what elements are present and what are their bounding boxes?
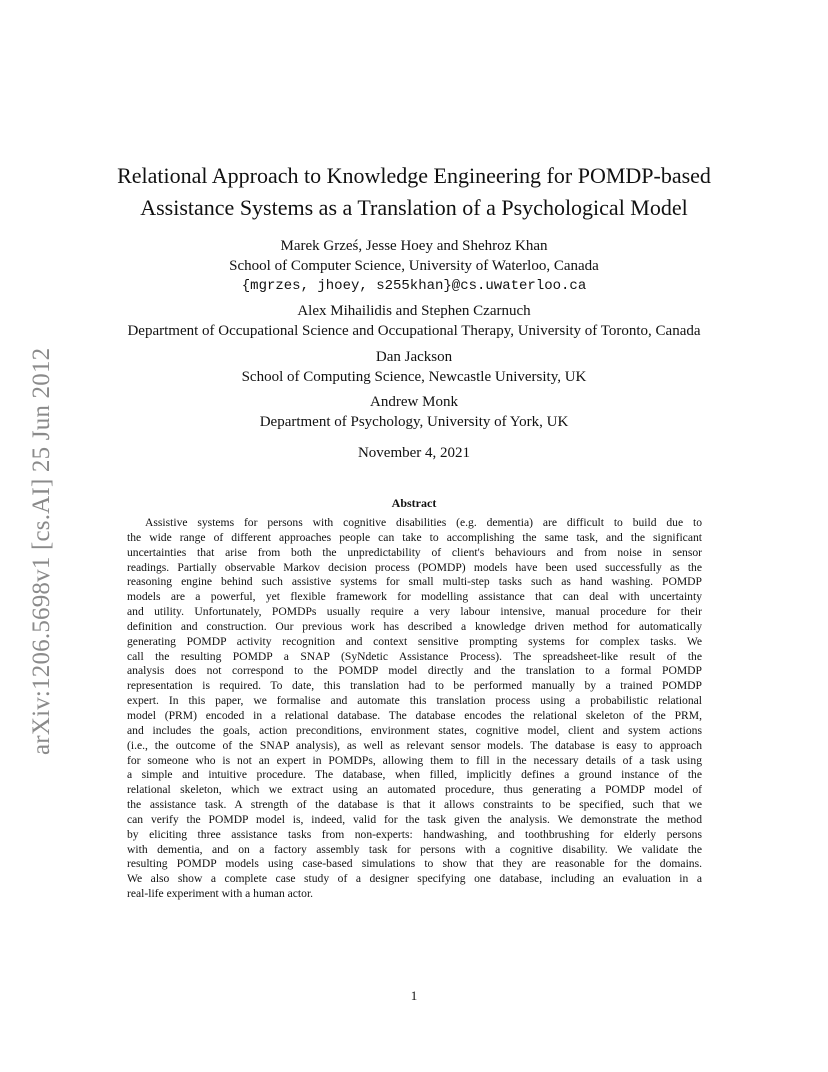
title-line: Assistance Systems as a Translation of a Psychological Model: [140, 195, 688, 220]
author-affiliation: Department of Psychology, University of York, UK: [259, 414, 569, 430]
abstract-line: uncertainties that arise from both the unpredictability of client's behaviours and from noise in sensor: [127, 545, 702, 559]
author-names: Marek Grześ, Jesse Hoey and Shehroz Khan: [280, 238, 548, 254]
title-line: Relational Approach to Knowledge Engineering for POMDP-based: [117, 163, 711, 188]
abstract-line: reasoning engine behind such assistive systems for small multi-step tasks such as hand washing. POMDP: [127, 575, 702, 589]
author-group-toronto: [60, 301, 768, 341]
author-group-waterloo: [60, 236, 768, 296]
abstract-line: can verify the POMDP model is, indeed, valid for the task given the analysis. We demonstrate the method: [127, 812, 702, 826]
author-names: Andrew Monk: [370, 394, 458, 410]
abstract-line: models are a powerful, yet flexible framework for modelling assistance that can deal with uncertainty: [127, 590, 702, 604]
author-names: Alex Mihailidis and Stephen Czarnuch: [297, 303, 531, 319]
abstract-line: relational skeleton, which we extract using an automated procedure, thus generating a POMDP model of: [127, 783, 702, 797]
abstract-line: generating POMDP activity recognition and context sensitive prompting systems for complex tasks. We: [127, 634, 702, 648]
paper-date: November 4, 2021: [357, 445, 471, 461]
abstract-line: representation is required. To date, this translation had to be performed manually by a trained POMDP: [127, 679, 702, 693]
author-email: {mgrzes, jhoey, s255khan}@cs.uwaterloo.ca: [241, 278, 587, 294]
abstract-line: with dementia, and on a factory assembly task for persons with a cognitive disability. We validate the: [127, 842, 702, 856]
abstract-line: resulting POMDP models using case-based simulations to show that they are reasonable for the domains.: [127, 857, 702, 871]
abstract-line: We also show a complete case study of a designer specifying one database, including an evaluation in a: [127, 872, 702, 886]
abstract-line: Assistive systems for persons with cognitive disabilities (e.g. dementia) are difficult to build due to: [145, 516, 702, 529]
author-group-york: [60, 392, 768, 432]
abstract-line: real-life experiment with a human actor.: [127, 887, 314, 901]
abstract-line: call the resulting POMDP a SNAP (SyNdetic Assistance Process). The spreadsheet-like result of the: [127, 649, 702, 663]
abstract-line: definition and construction. Our previous work has described a knowledge driven method for automatically: [127, 619, 702, 633]
abstract-line: analysis does not correspond to the POMDP model directly and the translation to a formal POMDP: [127, 664, 702, 678]
abstract-line: for someone who is not an expert in POMDPs, allowing them to fill in the necessary details of a task using: [127, 753, 702, 767]
abstract-heading: Abstract: [391, 496, 437, 510]
author-names: Dan Jackson: [375, 349, 453, 365]
abstract-line: expert. In this paper, we formalise and automate this translation process using a probabilistic relational: [127, 694, 702, 708]
abstract-line: model (PRM) encoded in a relational database. The database encodes the relational skeleton of the PRM,: [127, 708, 702, 722]
abstract-line: readings. Partially observable Markov decision process (POMDP) models have been used successfully as the: [127, 560, 702, 574]
arxiv-identifier-stamp: [28, 303, 55, 755]
abstract-line: the wide range of different approaches people can take to accomplishing the same task, and the significant: [127, 530, 702, 544]
arxiv-identifier-text: arXiv:1206.5698v1 [cs.AI] 25 Jun 2012: [28, 347, 55, 755]
abstract-line: the assistance task. A strength of the database is that it allows constraints to be specified, such that we: [127, 798, 702, 812]
abstract-line: (i.e., the outcome of the SNAP analysis), as well as relevant sensor models. The database is easy to approach: [127, 738, 702, 752]
paper-title: [60, 160, 768, 224]
author-affiliation: School of Computer Science, University of Waterloo, Canada: [229, 258, 599, 274]
abstract-line: and includes the goals, action preconditions, environment states, cognitive model, client and system actions: [127, 723, 702, 737]
abstract-line: a simple and intuitive procedure. The database, when filled, implicitly defines a ground instance of the: [127, 768, 702, 782]
page-number: 1: [410, 988, 418, 1003]
abstract-line: by eliciting three assistance tasks from non-experts: handwashing, and toothbrushing for elderly persons: [127, 827, 702, 841]
author-affiliation: School of Computing Science, Newcastle University, UK: [241, 369, 587, 385]
abstract-body: [127, 516, 702, 902]
author-affiliation: Department of Occupational Science and Occupational Therapy, University of Toronto, Canada: [127, 323, 701, 339]
author-group-newcastle: [60, 347, 768, 387]
abstract-line: and utility. Unfortunately, POMDPs usually require a very labour intensive, manual procedure for their: [127, 605, 702, 619]
